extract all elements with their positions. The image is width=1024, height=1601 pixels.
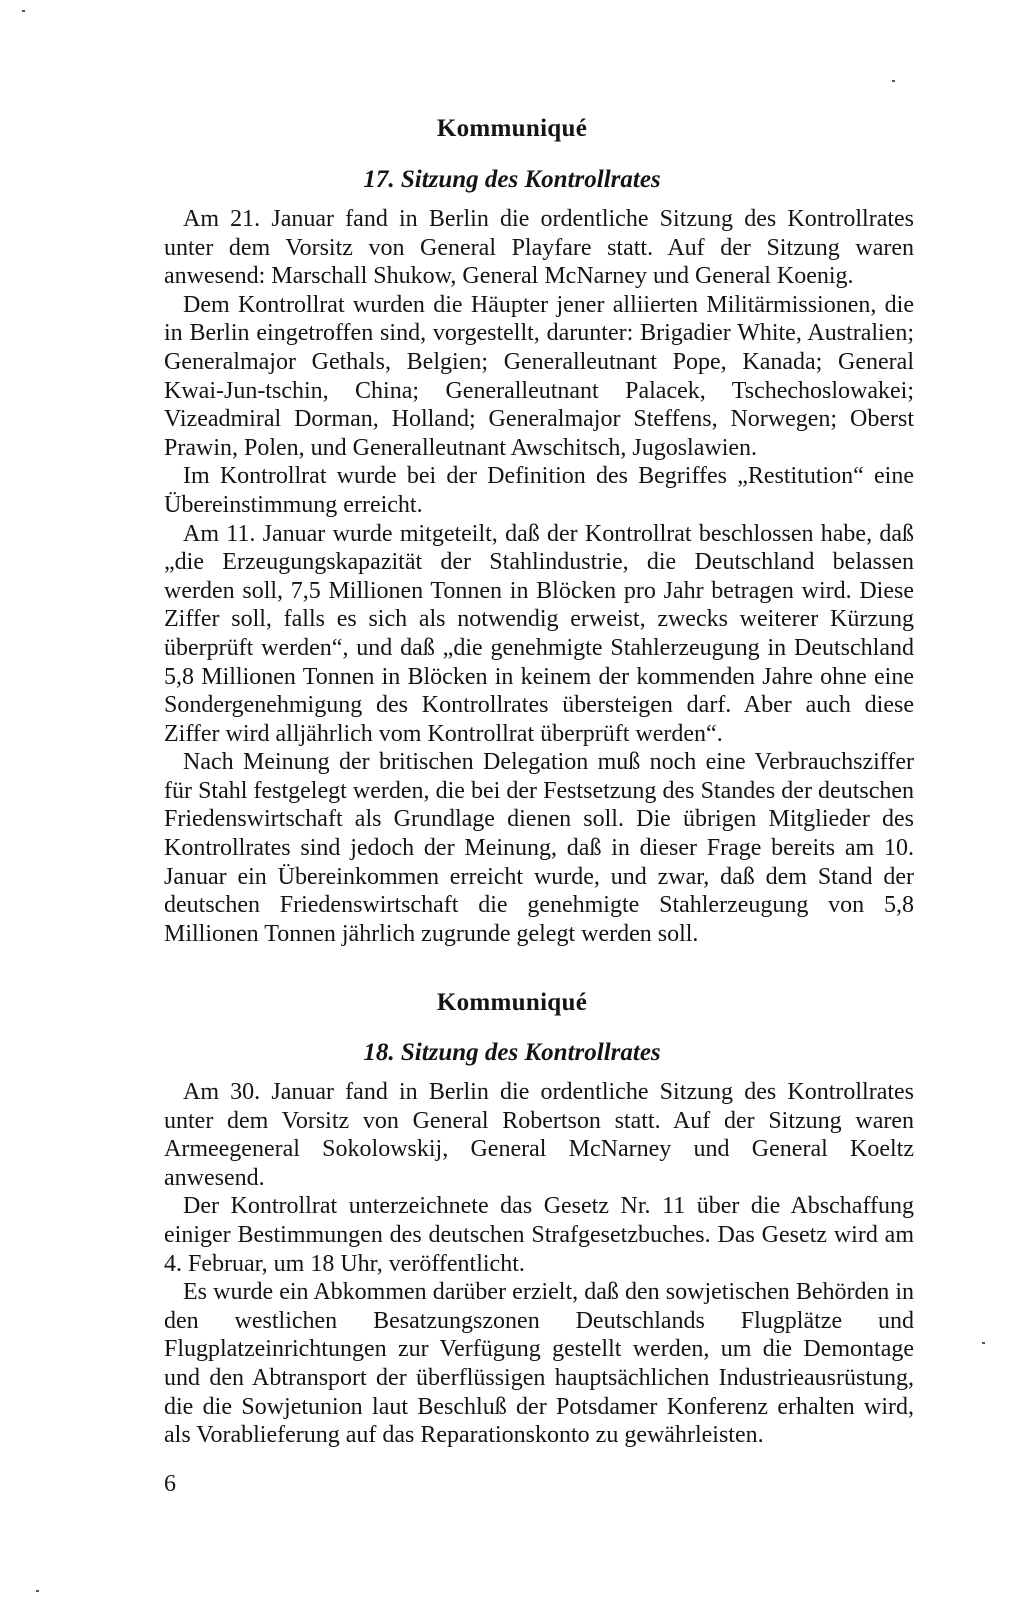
section1-paragraph-2: Dem Kontrollrat wurden die Häupter jener alliierten Militärmissionen, die in Berlin eingetroffen sind, vorgestellt, darunter: Brigadier White, Australien; Generalmajor Gethals, Belgien; Generalleutnant Pope, Kanada; General Kwai-Jun-tschin, China; Generalleutnant Palacek, Tschechoslowakei; Vizeadmiral Dorman, Holland; Generalmajor Steffens, Norwegen; Oberst Prawin, Polen, und Generalleutnant Awschitsch, Jugoslawien. — [164, 291, 914, 461]
scan-speck — [36, 1590, 39, 1592]
scan-speck — [892, 80, 895, 82]
page-number: 6 — [164, 1471, 176, 1497]
section2-paragraph-3: Es wurde ein Abkommen darüber erzielt, daß den sowjetischen Behörden in den westlichen Besatzungszonen Deutschlands Flugplätze und Flugplatzeinrichtungen zur Verfügung gestellt werden, um die Demontage und den Abtransport der überflüssigen hauptsächlichen Industrieausrüstung, die die Sowjetunion laut Beschluß der Potsdamer Konferenz erhalten wird, als Vorablieferung auf das Reparationskonto zu gewährleisten. — [164, 1279, 914, 1449]
section1-subheading: 17. Sitzung des Kontrollrates — [363, 166, 661, 193]
section1-paragraph-1: Am 21. Januar fand in Berlin die ordentliche Sitzung des Kontrollrates unter dem Vorsitz von General Playfare statt. Auf der Sitzung waren anwesend: Marschall Shukow, General McNarney und General Koenig. — [164, 206, 914, 290]
scan-speck — [982, 1342, 985, 1344]
section2-subheading: 18. Sitzung des Kontrollrates — [363, 1039, 661, 1066]
section1-paragraph-5: Nach Meinung der britischen Delegation muß noch eine Verbrauchsziffer für Stahl festgelegt werden, die bei der Festsetzung des Standes der deutschen Friedenswirtschaft als Grundlage dienen soll. Die übrigen Mitglieder des Kontrollrates sind jedoch der Meinung, daß in dieser Frage bereits am 10. Januar ein Übereinkommen erreicht wurde, und zwar, daß dem Stand der deutschen Friedenswirtschaft die genehmigte Stahlerzeugung von 5,8 Millionen Tonnen jährlich zugrunde gelegt werden soll. — [164, 749, 914, 947]
scan-speck — [22, 10, 25, 12]
section1-heading: Kommuniqué — [436, 115, 588, 142]
section2-body — [164, 1078, 914, 1450]
section2-heading: Kommuniqué — [436, 989, 588, 1016]
section2-paragraph-1: Am 30. Januar fand in Berlin die ordentliche Sitzung des Kontrollrates unter dem Vorsitz von General Robertson statt. Auf der Sitzung waren Armeegeneral Sokolowskij, General McNarney und General Koeltz anwesend. — [164, 1079, 914, 1191]
section2-paragraph-2: Der Kontrollrat unterzeichnete das Gesetz Nr. 11 über die Abschaffung einiger Bestimmungen des deutschen Strafgesetzbuches. Das Gesetz wird am 4. Februar, um 18 Uhr, veröffentlicht. — [164, 1193, 914, 1277]
section1-paragraph-4: Am 11. Januar wurde mitgeteilt, daß der Kontrollrat beschlossen habe, daß „die Erzeugungskapazität der Stahlindustrie, die Deutschland belassen werden soll, 7,5 Millionen Tonnen in Blöcken pro Jahr betragen wird. Diese Ziffer soll, falls es sich als notwendig erweist, zwecks weiterer Kürzung überprüft werden“, und daß „die genehmigte Stahlerzeugung in Deutschland 5,8 Millionen Tonnen in Blöcken in keinem der kommenden Jahre ohne eine Sondergenehmigung des Kontrollrates übersteigen darf. Aber auch diese Ziffer wird alljährlich vom Kontrollrat überprüft werden“. — [164, 520, 914, 747]
section1-body — [164, 205, 914, 948]
section1-paragraph-3: Im Kontrollrat wurde bei der Definition des Begriffes „Restitution“ eine Übereinstimmung erreicht. — [164, 463, 914, 518]
